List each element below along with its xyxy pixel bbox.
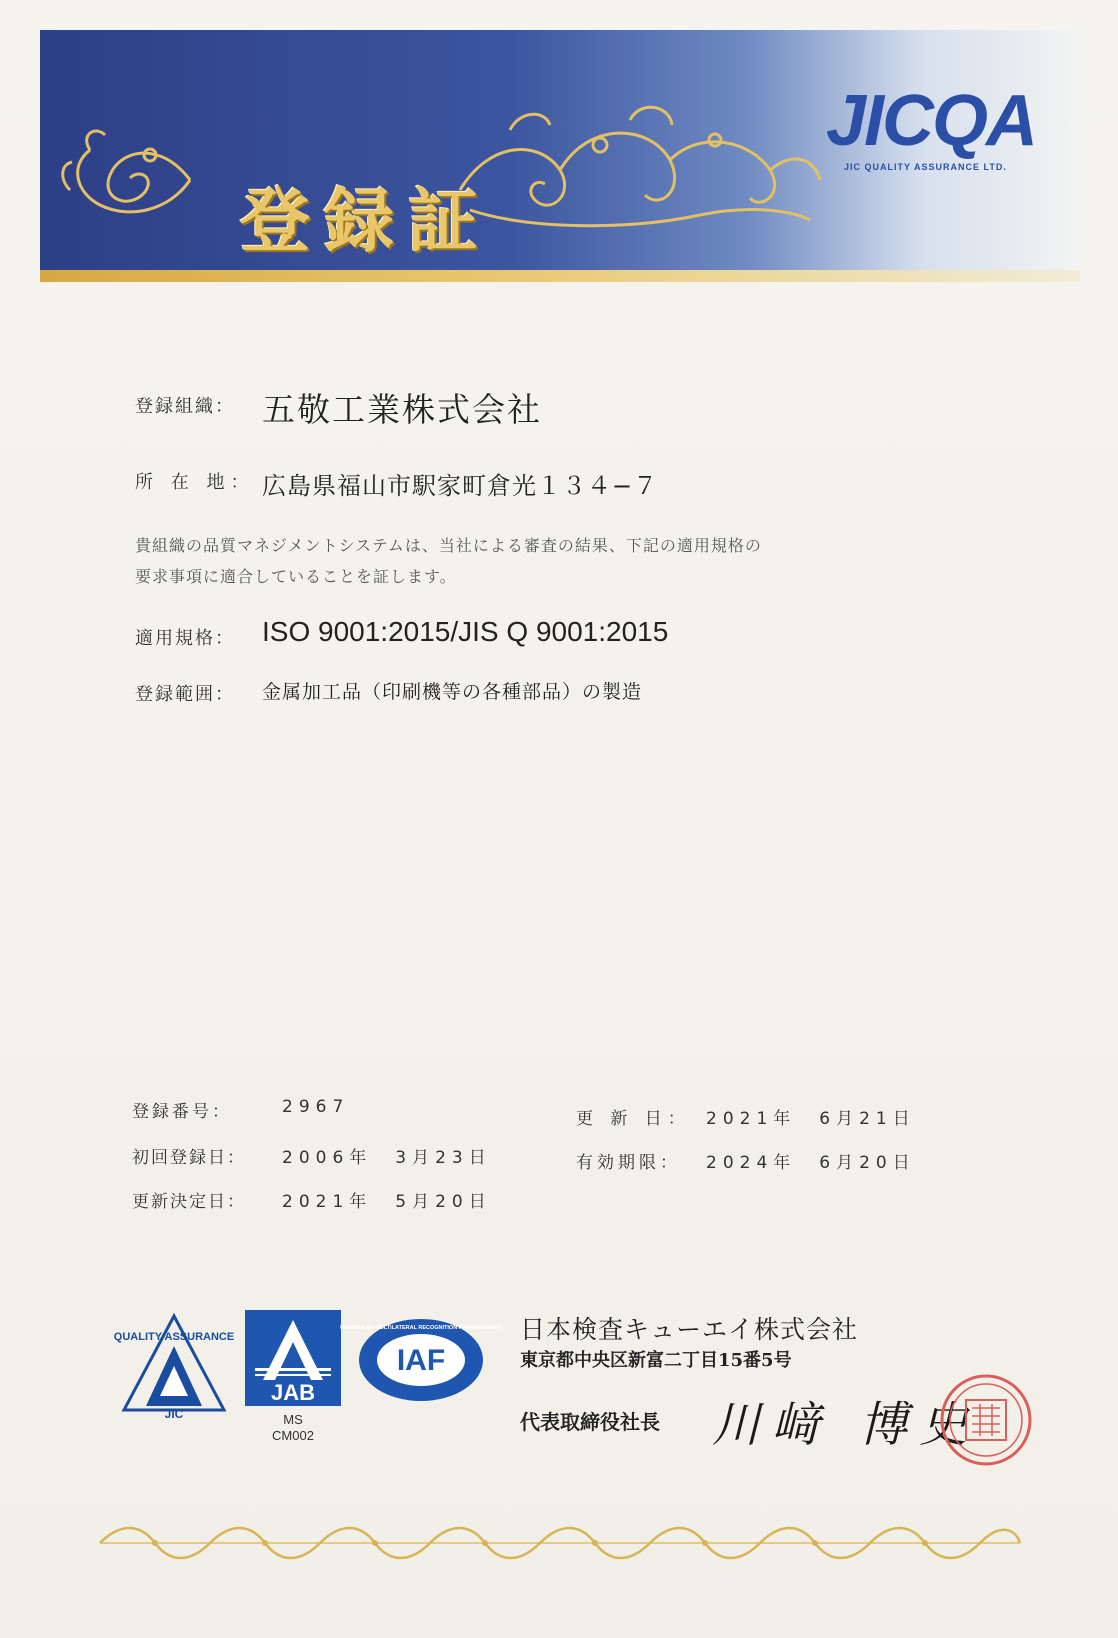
jic-quality-assurance-logo — [113, 1310, 235, 1421]
initial-registration-label: 初回登録日： — [132, 1148, 246, 1168]
organization-label: 登録組織： — [135, 396, 235, 417]
statement-line-1: 貴組織の品質マネジメントシステムは、当社による審査の結果、下記の適用規格の — [135, 536, 762, 555]
statement-line-2: 要求事項に適合していることを証します。 — [135, 567, 457, 586]
scope-value: 金属加工品（印刷機等の各種部品）の製造 — [262, 681, 643, 703]
svg-text:JAB: JAB — [270, 1380, 316, 1405]
jab-logo-mark — [245, 1310, 341, 1406]
scope-label: 登録範囲： — [135, 684, 235, 705]
renewal-decision-value: 2021年 5月20日 — [282, 1192, 492, 1212]
registration-number-label: 登録番号： — [132, 1102, 232, 1122]
right-ornament — [450, 100, 830, 250]
organization-value: 五敬工業株式会社 — [262, 390, 542, 429]
expiry-date-label: 有効期限： — [576, 1153, 681, 1173]
jab-caption-ms: MS — [283, 1412, 303, 1427]
svg-text:IAF: IAF — [396, 1344, 446, 1377]
left-ornament — [50, 120, 200, 230]
expiry-date-value: 2024年 6月20日 — [706, 1153, 916, 1173]
representative-signature: 川﨑 博史 — [712, 1397, 980, 1453]
address-label: 所 在 地： — [135, 472, 255, 493]
jicqa-logo-text: JICQA — [826, 81, 1037, 161]
standard-value: ISO 9001:2015/JIS Q 9001:2015 — [262, 616, 669, 647]
issuer-address: 東京都中央区新富二丁目15番5号 — [520, 1350, 792, 1371]
jicqa-logo — [826, 80, 1036, 180]
jab-logo — [245, 1310, 341, 1406]
footer-ornament-border — [100, 1518, 1020, 1568]
standard-label: 適用規格： — [135, 628, 235, 649]
issuer-name: 日本検査キューエイ株式会社 — [520, 1315, 859, 1344]
renewal-decision-label: 更新決定日： — [132, 1192, 246, 1212]
initial-registration-value: 2006年 3月23日 — [282, 1148, 492, 1168]
iaf-logo — [340, 1316, 502, 1404]
representative-title: 代表取締役社長 — [520, 1410, 660, 1434]
renewal-date-value: 2021年 6月21日 — [706, 1109, 916, 1129]
registration-number-value: 2967 — [282, 1097, 350, 1117]
svg-text:MEMBER OF MULTILATERAL RECOGNI: MEMBER OF MULTILATERAL RECOGNITION ARRANGEMENT — [340, 1325, 502, 1331]
renewal-date-label: 更 新 日： — [576, 1109, 691, 1129]
certificate-title: 登録証 — [240, 179, 492, 262]
certification-statement — [135, 530, 895, 592]
address-value: 広島県福山市駅家町倉光１３４−７ — [262, 472, 659, 500]
jab-caption-code: CM002 — [272, 1428, 314, 1443]
company-seal — [936, 1370, 1036, 1470]
svg-text:QUALITY ASSURANCE: QUALITY ASSURANCE — [113, 1331, 235, 1343]
banner-gold-strip — [40, 270, 1080, 282]
svg-text:JIC: JIC — [164, 1407, 184, 1421]
jicqa-logo-subtext: JIC QUALITY ASSURANCE LTD. — [844, 162, 1007, 172]
